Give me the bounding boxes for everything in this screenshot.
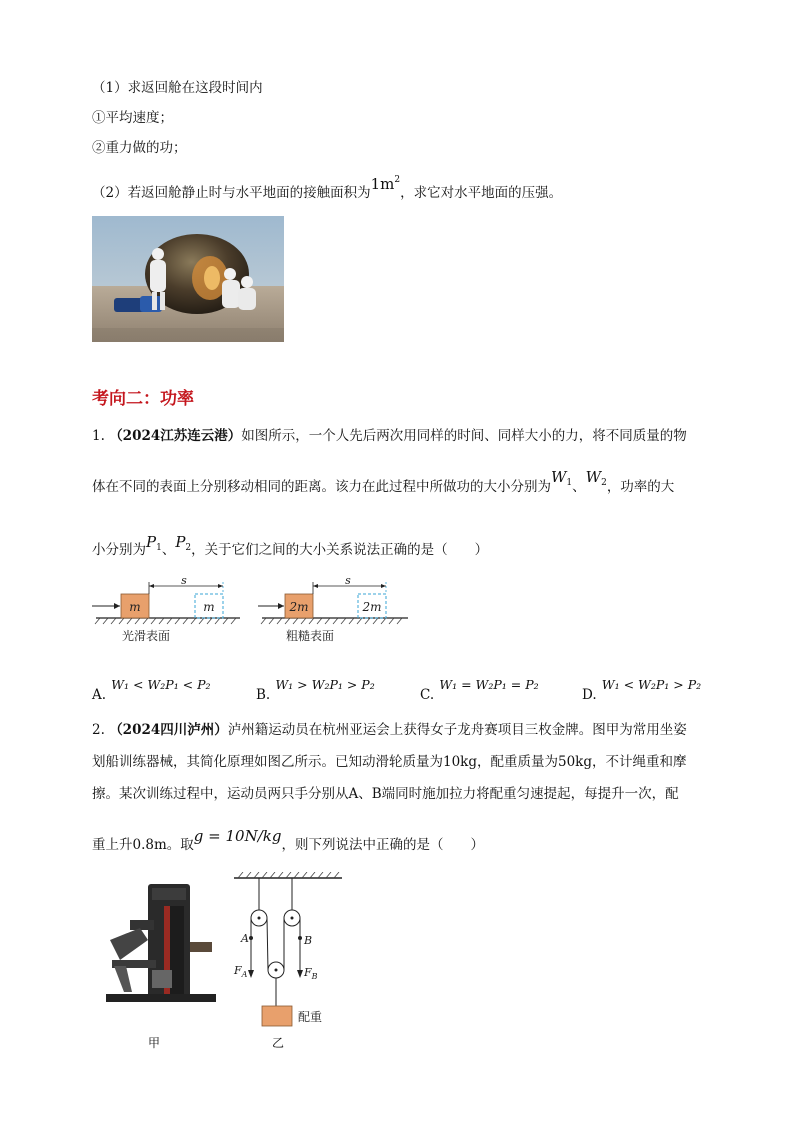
- label-fb-letter: F: [304, 966, 312, 979]
- g-expression: g = 10N/kg: [193, 827, 282, 845]
- q-prev-item1: ①平均速度；: [92, 110, 173, 126]
- right-distance-label: s: [345, 576, 351, 587]
- q1-figure: [90, 576, 410, 646]
- p2-sub: 2: [185, 543, 192, 553]
- q2-line4: [92, 827, 484, 855]
- label-b: B: [304, 934, 313, 947]
- q1-text3: 小分别为: [92, 542, 146, 558]
- capsule-photo: [92, 216, 284, 342]
- weight-label: 配重: [298, 1010, 323, 1024]
- q1-number: 1.: [92, 428, 105, 444]
- option-d[interactable]: [582, 674, 702, 703]
- fig-yi-caption: 乙: [272, 1036, 285, 1050]
- w2-symbol: [586, 468, 607, 486]
- q1-text2: 体在不同的表面上分别移动相同的距离。该力在此过程中所做功的大小分别为: [92, 479, 551, 495]
- option-c-text: W₁ = W₂P₁ = P₂: [439, 677, 539, 692]
- smooth-caption: 光滑表面: [121, 629, 171, 643]
- q1-text2-after: ，功率的大: [606, 479, 675, 495]
- rowing-machine-image: [100, 880, 220, 1010]
- rough-surface-diagram: [258, 576, 408, 643]
- q2-text4: 重上升0.8m。取: [92, 837, 194, 853]
- q2-text1: 泸州籍运动员在杭州亚运会上获得女子龙舟赛项目三枚金牌。图甲为常用坐姿: [227, 722, 687, 738]
- rough-caption: 粗糙表面: [285, 629, 335, 643]
- q1-line2: [92, 468, 675, 502]
- option-c[interactable]: [420, 674, 539, 703]
- option-a-letter: A.: [92, 687, 107, 703]
- q1-text1: 如图所示，一个人先后两次用同样的时间、同样大小的力，将不同质量的物: [241, 428, 687, 444]
- fig-jia-caption: 甲: [148, 1036, 161, 1050]
- q2-source: （2024四川泸州）: [109, 722, 228, 738]
- option-b-letter: B.: [256, 687, 271, 703]
- q2-number: 2.: [92, 722, 105, 738]
- w2-letter: W: [585, 468, 602, 486]
- q1-sep1: 、: [572, 479, 586, 495]
- label-fa-sub: A: [241, 970, 248, 979]
- label-fa: [233, 964, 248, 979]
- q2-line2: 划船训练器械，其简化原理如图乙所示。已知动滑轮质量为10kg，配重质量为50kg，不计绳重和摩: [92, 754, 687, 770]
- label-fb: [303, 966, 318, 981]
- smooth-surface-diagram: [92, 576, 240, 643]
- option-a-text: W₁ < W₂P₁ < P₂: [111, 677, 211, 692]
- w1-sub: 1: [566, 478, 573, 488]
- q1-text3-after: ，关于它们之间的大小关系说法正确的是（ ）: [191, 542, 489, 558]
- p1-sub: 1: [156, 543, 162, 553]
- q-prev-item2: ②重力做的功；: [92, 140, 187, 156]
- left-mass-label: m: [129, 600, 141, 614]
- label-fa-letter: F: [234, 964, 242, 977]
- w1-symbol: [551, 468, 572, 486]
- q1-sep2: 、: [161, 542, 176, 558]
- option-b[interactable]: [256, 674, 375, 703]
- p2-symbol: [175, 533, 191, 551]
- option-d-text: W₁ < W₂P₁ > P₂: [601, 677, 702, 692]
- q1-line1: [92, 426, 687, 446]
- q1-line3: [92, 533, 489, 565]
- option-a[interactable]: [92, 674, 211, 703]
- left-mass-ghost-label: m: [203, 600, 215, 614]
- q2-line3: 擦。某次训练过程中，运动员两只手分别从A、B端同时施加拉力将配重匀速提起，每提升一次，配: [92, 786, 679, 802]
- q-prev-part2-before: （2）若返回舱静止时与水平地面的接触面积为: [92, 185, 371, 201]
- option-c-letter: C.: [420, 687, 435, 703]
- section-title: 考向二：功率: [92, 389, 194, 409]
- label-fb-sub: B: [311, 972, 318, 981]
- q-prev-part2-after: ，求它对水平地面的压强。: [400, 185, 563, 201]
- p1-symbol: [146, 533, 162, 551]
- w2-sub: 2: [601, 478, 607, 488]
- right-mass-ghost-label: 2m: [362, 600, 382, 614]
- q1-source: （2024江苏连云港）: [109, 428, 242, 444]
- option-b-text: W₁ > W₂P₁ > P₂: [275, 677, 375, 692]
- label-a: A: [241, 932, 249, 945]
- q-prev-part1: （1）求返回舱在这段时间内: [92, 80, 263, 96]
- area-value: [371, 175, 401, 193]
- option-d-letter: D.: [582, 687, 597, 703]
- q2-line1: [92, 720, 687, 740]
- right-mass-label: 2m: [289, 600, 309, 614]
- left-distance-label: s: [181, 576, 187, 587]
- area-exponent: 2: [394, 175, 401, 185]
- q-prev-part2: [92, 175, 563, 203]
- pulley-diagram: [228, 872, 348, 1032]
- area-number: 1m: [370, 175, 395, 193]
- p2-letter: P: [175, 533, 186, 551]
- p1-letter: P: [146, 533, 157, 551]
- q2-text4-after: ，则下列说法中正确的是（ ）: [281, 837, 484, 853]
- w1-letter: W: [551, 468, 567, 486]
